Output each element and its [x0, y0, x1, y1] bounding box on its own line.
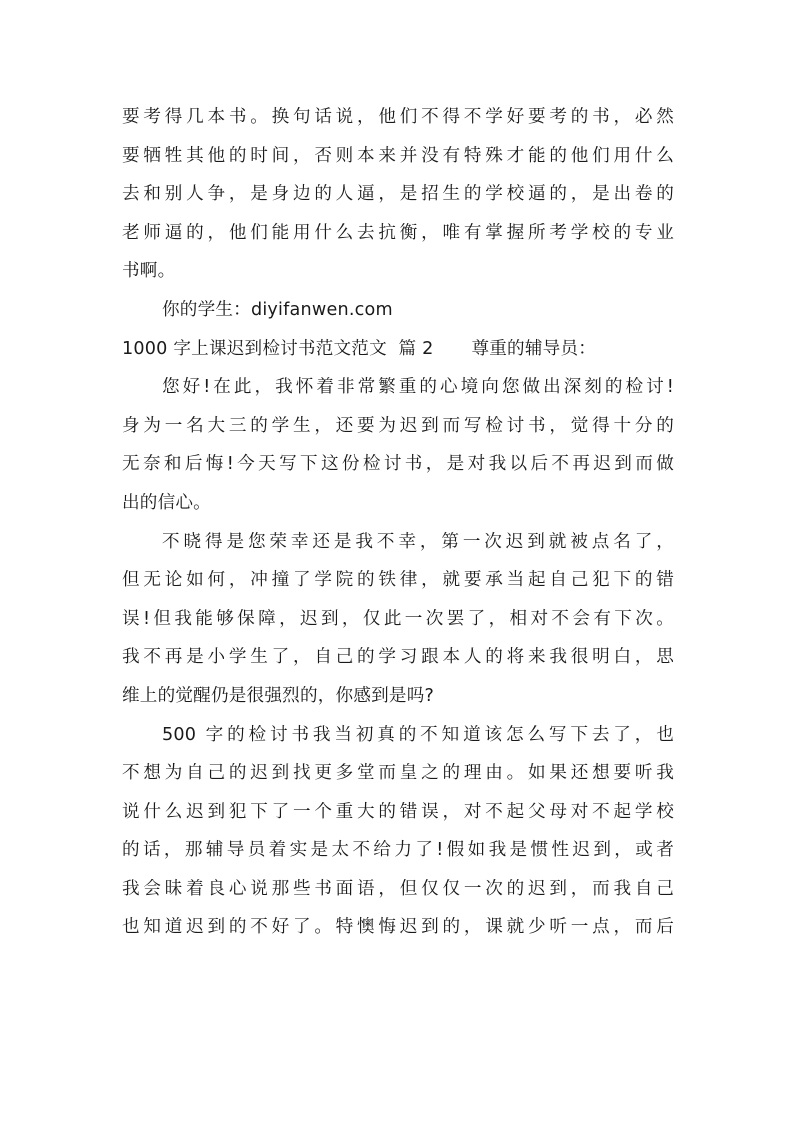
text-line: 无奈和后悔!今天写下这份检讨书，是对我以后不再迟到而做 [122, 454, 674, 475]
text-line: 误!但我能够保障，迟到，仅此一次罢了，相对不会有下次。 [122, 608, 674, 629]
paragraph-intro [122, 98, 674, 291]
text-line: 去和别人争，是身边的人逼，是招生的学校逼的，是出卷的 [122, 184, 674, 205]
text-line: 不晓得是您荣幸还是我不幸，第一次迟到就被点名了， [162, 531, 674, 552]
section-heading [122, 330, 674, 369]
text-line: 要牺牲其他的时间，否则本来并没有特殊才能的他们用什么 [122, 145, 674, 166]
text-line: 500 字的检讨书我当初真的不知道该怎么写下去了，也 [162, 724, 674, 745]
paragraph-2 [122, 523, 674, 716]
document-body [122, 98, 674, 947]
text-line: 不想为自己的迟到找更多堂而皇之的理由。如果还想要听我 [122, 763, 674, 784]
salutation: 尊重的辅导员： [471, 338, 597, 359]
text-line: 老师逼的，他们能用什么去抗衡，唯有掌握所考学校的专业 [122, 222, 674, 243]
text-line: 的话，那辅导员着实是太不给力了!假如我是惯性迟到，或者 [122, 840, 674, 861]
text-line: 我会昧着良心说那些书面语，但仅仅一次的迟到，而我自己 [122, 878, 674, 899]
paragraph-3 [122, 716, 674, 948]
signature-line: 你的学生：diyifanwen.com [162, 299, 393, 320]
text-line: 书啊。 [122, 261, 176, 282]
text-line: 说什么迟到犯下了一个重大的错误，对不起父母对不起学校 [122, 801, 674, 822]
section-title: 1000 字上课迟到检讨书范文范文 篇 2 [122, 338, 434, 359]
text-line: 身为一名大三的学生，还要为迟到而写检讨书，觉得十分的 [122, 415, 674, 436]
text-line: 维上的觉醒仍是很强烈的，你感到是吗? [122, 685, 435, 706]
text-line: 也知道迟到的不好了。特懊悔迟到的，课就少听一点，而后 [122, 917, 674, 938]
text-line: 出的信心。 [122, 492, 211, 513]
text-line: 要考得几本书。换句话说，他们不得不学好要考的书，必然 [122, 107, 674, 127]
text-line: 您好!在此，我怀着非常繁重的心境向您做出深刻的检讨! [162, 377, 674, 398]
text-line: 但无论如何，冲撞了学院的铁律，就要承当起自己犯下的错 [122, 570, 674, 591]
paragraph-1 [122, 368, 674, 522]
text-line: 我不再是小学生了，自己的学习跟本人的将来我很明白，思 [122, 647, 674, 668]
